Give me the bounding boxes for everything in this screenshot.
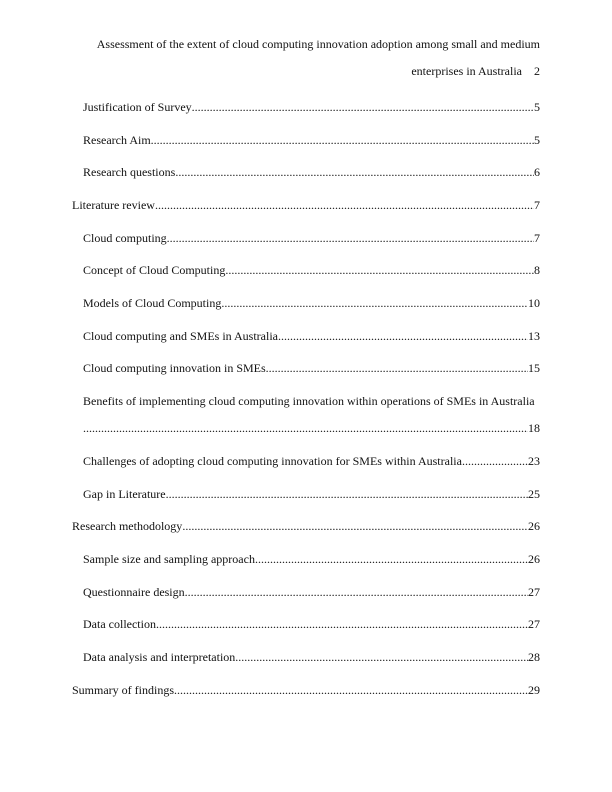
toc-entry[interactable] (83, 616, 540, 632)
toc-entry[interactable] (72, 197, 540, 213)
toc-entry[interactable] (83, 262, 540, 278)
toc-entry[interactable] (83, 486, 540, 502)
running-header-title-cont: enterprises in Australia (411, 64, 522, 78)
toc-leader-dots (235, 649, 528, 665)
toc-leader-dots (155, 197, 534, 213)
toc-leader-dots (462, 453, 528, 469)
toc-entry-title: Research Aim (83, 133, 151, 147)
toc-entry-page: 23 (528, 454, 540, 468)
toc-entry-page: 6 (534, 165, 540, 179)
running-header-line2 (72, 63, 540, 79)
toc-entry-page: 25 (528, 487, 540, 501)
toc-entry[interactable] (83, 132, 540, 148)
toc-entry-title: Cloud computing innovation in SMEs (83, 361, 266, 375)
toc-entry[interactable] (72, 518, 540, 534)
toc-entry[interactable] (83, 360, 540, 376)
toc-entry[interactable] (83, 453, 540, 469)
toc-entry-page: 8 (534, 263, 540, 277)
toc-entry-title: Research questions (83, 165, 176, 179)
toc-entry-title: Literature review (72, 198, 155, 212)
toc-entry[interactable] (83, 99, 540, 115)
toc-entry-title: Cloud computing and SMEs in Australia (83, 329, 278, 343)
toc-entry-page: 27 (528, 617, 540, 631)
toc-leader-dots (278, 328, 528, 344)
toc-entry-title: Questionnaire design (83, 585, 185, 599)
toc-leader-dots (167, 230, 534, 246)
toc-leader-dots (166, 486, 528, 502)
toc-entry-page: 29 (528, 683, 540, 697)
toc-entry-title: Summary of findings (72, 683, 174, 697)
toc-entry-title: Data collection (83, 617, 156, 631)
toc-leader-dots (266, 360, 528, 376)
toc-entry-page: 28 (528, 650, 540, 664)
toc-entry-page: 5 (534, 133, 540, 147)
toc-entry-page: 10 (528, 296, 540, 310)
toc-entry[interactable] (83, 164, 540, 180)
toc-leader-dots (83, 420, 528, 436)
running-header-title: Assessment of the extent of cloud computing innovation adoption among small and medium (96, 37, 540, 51)
toc-entry-page: 5 (534, 100, 540, 114)
toc-entry-title: Justification of Survey (83, 100, 192, 114)
toc-entry-title: Sample size and sampling approach (83, 552, 255, 566)
toc-entry[interactable] (72, 682, 540, 698)
toc-entry-title: Cloud computing (83, 231, 167, 245)
toc-entry-title: Challenges of adopting cloud computing innovation for SMEs within Australia (83, 454, 462, 468)
toc-entry-page: 13 (528, 329, 540, 343)
toc-entry[interactable] (83, 649, 540, 665)
toc-leader-dots (151, 132, 534, 148)
toc-leader-dots (156, 616, 528, 632)
toc-entry[interactable] (83, 551, 540, 567)
toc-entry-title: Models of Cloud Computing (83, 296, 222, 310)
page-number: 2 (534, 64, 540, 78)
toc-entry-page: 27 (528, 585, 540, 599)
toc-entry-page: 18 (528, 421, 540, 435)
toc-entry-title: Concept of Cloud Computing (83, 263, 226, 277)
toc-entry-page: 15 (528, 361, 540, 375)
running-header-line1 (72, 36, 540, 52)
toc-entry[interactable] (83, 584, 540, 600)
toc-entry-continuation[interactable] (83, 420, 540, 436)
toc-entry[interactable] (83, 328, 540, 344)
toc-entry-page: 26 (528, 519, 540, 533)
toc-entry-page: 7 (534, 231, 540, 245)
toc-entry-title: Research methodology (72, 519, 183, 533)
toc-leader-dots (192, 99, 534, 115)
toc-entry[interactable] (83, 230, 540, 246)
toc-entry-page: 7 (534, 198, 540, 212)
toc-entry-title: Benefits of implementing cloud computing innovation within operations of SMEs in Australia (83, 394, 535, 408)
toc-leader-dots (174, 682, 528, 698)
toc-leader-dots (225, 262, 534, 278)
toc-entry-title: Data analysis and interpretation (83, 650, 236, 664)
toc-entry[interactable] (83, 295, 540, 311)
toc-leader-dots (221, 295, 528, 311)
toc-leader-dots (175, 164, 534, 180)
toc-entry-title: Gap in Literature (83, 487, 166, 501)
toc-entry-page: 26 (528, 552, 540, 566)
toc-entry-wrapped[interactable] (83, 393, 540, 409)
toc-leader-dots (185, 584, 528, 600)
toc-leader-dots (255, 551, 528, 567)
toc-leader-dots (182, 518, 528, 534)
